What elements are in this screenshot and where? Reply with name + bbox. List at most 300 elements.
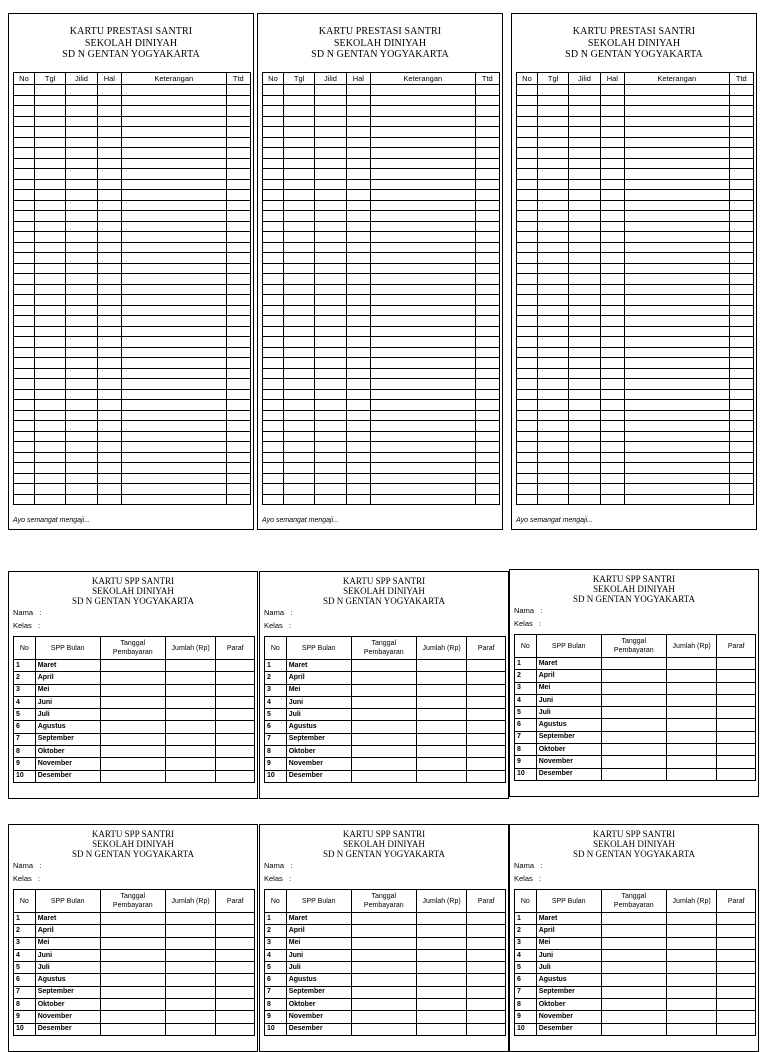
table-cell[interactable] (467, 660, 506, 672)
table-cell[interactable] (346, 148, 370, 159)
table-cell[interactable] (729, 463, 753, 474)
table-cell[interactable] (66, 169, 97, 180)
table-cell[interactable] (600, 326, 624, 337)
table-cell[interactable] (315, 221, 346, 232)
table-cell[interactable] (346, 211, 370, 222)
table-cell[interactable] (717, 658, 756, 670)
table-cell[interactable] (100, 999, 165, 1011)
table-cell[interactable] (416, 925, 467, 937)
table-cell[interactable] (165, 758, 216, 770)
table-cell[interactable] (97, 106, 121, 117)
nama-field[interactable]: Nama : (13, 608, 42, 617)
table-cell[interactable] (371, 295, 476, 306)
table-cell[interactable] (601, 937, 666, 949)
table-cell[interactable] (371, 211, 476, 222)
table-cell[interactable] (100, 684, 165, 696)
table-cell[interactable] (226, 295, 250, 306)
table-cell[interactable] (346, 337, 370, 348)
table-cell[interactable] (226, 368, 250, 379)
table-cell[interactable] (34, 242, 65, 253)
nama-field[interactable]: Nama : (264, 608, 293, 617)
table-cell[interactable] (371, 358, 476, 369)
table-cell[interactable] (517, 169, 538, 180)
table-cell[interactable] (729, 169, 753, 180)
table-cell[interactable] (537, 473, 568, 484)
table-cell[interactable] (517, 421, 538, 432)
table-cell[interactable] (283, 137, 314, 148)
table-cell[interactable] (467, 913, 506, 925)
table-cell[interactable] (625, 494, 730, 505)
table-cell[interactable] (66, 368, 97, 379)
table-cell[interactable] (625, 368, 730, 379)
table-cell[interactable] (34, 389, 65, 400)
table-cell[interactable] (346, 137, 370, 148)
table-cell[interactable] (416, 733, 467, 745)
table-cell[interactable] (666, 731, 717, 743)
table-cell[interactable] (283, 431, 314, 442)
table-cell[interactable] (226, 106, 250, 117)
table-cell[interactable] (34, 211, 65, 222)
table-cell[interactable] (216, 746, 255, 758)
table-cell[interactable] (34, 232, 65, 243)
table-cell[interactable] (263, 452, 284, 463)
table-cell[interactable] (601, 756, 666, 768)
table-cell[interactable] (346, 116, 370, 127)
table-cell[interactable] (216, 937, 255, 949)
nama-field[interactable]: Nama : (264, 861, 293, 870)
table-cell[interactable] (729, 494, 753, 505)
table-cell[interactable] (226, 242, 250, 253)
table-cell[interactable] (315, 452, 346, 463)
table-cell[interactable] (346, 421, 370, 432)
table-cell[interactable] (625, 316, 730, 327)
table-cell[interactable] (346, 400, 370, 411)
table-cell[interactable] (165, 937, 216, 949)
table-cell[interactable] (165, 709, 216, 721)
table-cell[interactable] (666, 768, 717, 780)
table-cell[interactable] (729, 295, 753, 306)
table-cell[interactable] (97, 274, 121, 285)
table-cell[interactable] (601, 658, 666, 670)
table-cell[interactable] (315, 473, 346, 484)
table-cell[interactable] (416, 937, 467, 949)
table-cell[interactable] (283, 358, 314, 369)
table-cell[interactable] (537, 368, 568, 379)
table-cell[interactable] (66, 106, 97, 117)
table-cell[interactable] (263, 400, 284, 411)
table-cell[interactable] (601, 682, 666, 694)
table-cell[interactable] (263, 494, 284, 505)
table-cell[interactable] (346, 158, 370, 169)
table-cell[interactable] (14, 169, 35, 180)
table-cell[interactable] (351, 937, 416, 949)
table-cell[interactable] (717, 937, 756, 949)
table-cell[interactable] (537, 316, 568, 327)
table-cell[interactable] (14, 389, 35, 400)
table-cell[interactable] (600, 316, 624, 327)
table-cell[interactable] (226, 148, 250, 159)
table-cell[interactable] (467, 770, 506, 782)
table-cell[interactable] (315, 263, 346, 274)
table-cell[interactable] (475, 358, 499, 369)
table-cell[interactable] (263, 410, 284, 421)
table-cell[interactable] (34, 494, 65, 505)
table-cell[interactable] (14, 211, 35, 222)
table-cell[interactable] (165, 974, 216, 986)
table-cell[interactable] (346, 253, 370, 264)
table-cell[interactable] (14, 137, 35, 148)
table-cell[interactable] (226, 284, 250, 295)
table-cell[interactable] (122, 95, 227, 106)
table-cell[interactable] (666, 719, 717, 731)
table-cell[interactable] (315, 337, 346, 348)
table-cell[interactable] (97, 127, 121, 138)
table-cell[interactable] (34, 358, 65, 369)
table-cell[interactable] (66, 400, 97, 411)
table-cell[interactable] (371, 127, 476, 138)
table-cell[interactable] (165, 1023, 216, 1035)
table-cell[interactable] (517, 127, 538, 138)
table-cell[interactable] (165, 660, 216, 672)
table-cell[interactable] (717, 925, 756, 937)
table-cell[interactable] (625, 190, 730, 201)
table-cell[interactable] (283, 242, 314, 253)
table-cell[interactable] (351, 962, 416, 974)
table-cell[interactable] (283, 106, 314, 117)
table-cell[interactable] (569, 305, 600, 316)
table-cell[interactable] (729, 326, 753, 337)
table-cell[interactable] (34, 326, 65, 337)
table-cell[interactable] (729, 253, 753, 264)
table-cell[interactable] (66, 95, 97, 106)
table-cell[interactable] (263, 442, 284, 453)
table-cell[interactable] (346, 316, 370, 327)
table-cell[interactable] (14, 274, 35, 285)
table-cell[interactable] (475, 463, 499, 474)
table-cell[interactable] (569, 221, 600, 232)
table-cell[interactable] (66, 200, 97, 211)
table-cell[interactable] (97, 347, 121, 358)
table-cell[interactable] (371, 379, 476, 390)
table-cell[interactable] (122, 305, 227, 316)
table-cell[interactable] (517, 116, 538, 127)
table-cell[interactable] (600, 484, 624, 495)
table-cell[interactable] (34, 221, 65, 232)
table-cell[interactable] (475, 127, 499, 138)
table-cell[interactable] (14, 253, 35, 264)
table-cell[interactable] (467, 1023, 506, 1035)
table-cell[interactable] (600, 253, 624, 264)
table-cell[interactable] (122, 85, 227, 96)
table-cell[interactable] (66, 116, 97, 127)
table-cell[interactable] (729, 337, 753, 348)
table-cell[interactable] (601, 744, 666, 756)
table-cell[interactable] (315, 211, 346, 222)
table-cell[interactable] (34, 379, 65, 390)
table-cell[interactable] (601, 768, 666, 780)
table-cell[interactable] (97, 421, 121, 432)
table-cell[interactable] (14, 431, 35, 442)
table-cell[interactable] (165, 684, 216, 696)
table-cell[interactable] (100, 672, 165, 684)
table-cell[interactable] (34, 305, 65, 316)
table-cell[interactable] (14, 442, 35, 453)
table-cell[interactable] (14, 463, 35, 474)
table-cell[interactable] (97, 158, 121, 169)
table-cell[interactable] (625, 295, 730, 306)
table-cell[interactable] (569, 337, 600, 348)
table-cell[interactable] (283, 116, 314, 127)
nama-field[interactable]: Nama : (514, 861, 543, 870)
table-cell[interactable] (569, 127, 600, 138)
table-cell[interactable] (346, 494, 370, 505)
table-cell[interactable] (729, 106, 753, 117)
table-cell[interactable] (14, 190, 35, 201)
table-cell[interactable] (600, 442, 624, 453)
table-cell[interactable] (717, 1023, 756, 1035)
table-cell[interactable] (666, 949, 717, 961)
table-cell[interactable] (66, 326, 97, 337)
table-cell[interactable] (371, 221, 476, 232)
table-cell[interactable] (283, 410, 314, 421)
table-cell[interactable] (346, 95, 370, 106)
table-cell[interactable] (467, 758, 506, 770)
table-cell[interactable] (475, 169, 499, 180)
table-cell[interactable] (666, 1023, 717, 1035)
table-cell[interactable] (34, 116, 65, 127)
table-cell[interactable] (97, 242, 121, 253)
table-cell[interactable] (315, 400, 346, 411)
table-cell[interactable] (625, 158, 730, 169)
table-cell[interactable] (371, 116, 476, 127)
table-cell[interactable] (729, 442, 753, 453)
table-cell[interactable] (315, 169, 346, 180)
table-cell[interactable] (263, 137, 284, 148)
table-cell[interactable] (600, 158, 624, 169)
table-cell[interactable] (226, 379, 250, 390)
table-cell[interactable] (625, 148, 730, 159)
table-cell[interactable] (315, 242, 346, 253)
table-cell[interactable] (625, 221, 730, 232)
table-cell[interactable] (346, 169, 370, 180)
table-cell[interactable] (122, 452, 227, 463)
table-cell[interactable] (14, 263, 35, 274)
table-cell[interactable] (371, 305, 476, 316)
table-cell[interactable] (346, 347, 370, 358)
table-cell[interactable] (600, 368, 624, 379)
table-cell[interactable] (537, 127, 568, 138)
table-cell[interactable] (371, 316, 476, 327)
table-cell[interactable] (416, 999, 467, 1011)
table-cell[interactable] (625, 389, 730, 400)
table-cell[interactable] (517, 200, 538, 211)
table-cell[interactable] (351, 986, 416, 998)
table-cell[interactable] (601, 913, 666, 925)
table-cell[interactable] (315, 148, 346, 159)
table-cell[interactable] (467, 733, 506, 745)
table-cell[interactable] (283, 253, 314, 264)
table-cell[interactable] (666, 925, 717, 937)
table-cell[interactable] (717, 719, 756, 731)
table-cell[interactable] (601, 974, 666, 986)
table-cell[interactable] (371, 452, 476, 463)
table-cell[interactable] (216, 770, 255, 782)
table-cell[interactable] (666, 694, 717, 706)
table-cell[interactable] (600, 463, 624, 474)
table-cell[interactable] (371, 85, 476, 96)
table-cell[interactable] (97, 221, 121, 232)
table-cell[interactable] (66, 221, 97, 232)
table-cell[interactable] (537, 295, 568, 306)
table-cell[interactable] (66, 284, 97, 295)
table-cell[interactable] (165, 1011, 216, 1023)
table-cell[interactable] (283, 274, 314, 285)
table-cell[interactable] (283, 484, 314, 495)
table-cell[interactable] (165, 925, 216, 937)
table-cell[interactable] (263, 284, 284, 295)
table-cell[interactable] (122, 379, 227, 390)
table-cell[interactable] (14, 305, 35, 316)
table-cell[interactable] (283, 95, 314, 106)
table-cell[interactable] (467, 999, 506, 1011)
table-cell[interactable] (537, 190, 568, 201)
table-cell[interactable] (226, 211, 250, 222)
table-cell[interactable] (97, 463, 121, 474)
table-cell[interactable] (475, 389, 499, 400)
kelas-field[interactable]: Kelas : (13, 874, 41, 883)
table-cell[interactable] (66, 179, 97, 190)
table-cell[interactable] (416, 962, 467, 974)
table-cell[interactable] (226, 263, 250, 274)
table-cell[interactable] (34, 473, 65, 484)
table-cell[interactable] (625, 200, 730, 211)
table-cell[interactable] (600, 211, 624, 222)
table-cell[interactable] (263, 379, 284, 390)
table-cell[interactable] (34, 253, 65, 264)
table-cell[interactable] (537, 305, 568, 316)
table-cell[interactable] (14, 85, 35, 96)
table-cell[interactable] (34, 127, 65, 138)
table-cell[interactable] (467, 746, 506, 758)
table-cell[interactable] (537, 116, 568, 127)
table-cell[interactable] (600, 221, 624, 232)
table-cell[interactable] (34, 106, 65, 117)
table-cell[interactable] (569, 494, 600, 505)
table-cell[interactable] (66, 452, 97, 463)
table-cell[interactable] (97, 305, 121, 316)
table-cell[interactable] (371, 389, 476, 400)
table-cell[interactable] (315, 85, 346, 96)
table-cell[interactable] (226, 179, 250, 190)
table-cell[interactable] (569, 158, 600, 169)
table-cell[interactable] (122, 158, 227, 169)
table-cell[interactable] (537, 95, 568, 106)
table-cell[interactable] (600, 347, 624, 358)
table-cell[interactable] (34, 95, 65, 106)
table-cell[interactable] (122, 337, 227, 348)
table-cell[interactable] (517, 85, 538, 96)
table-cell[interactable] (66, 295, 97, 306)
table-cell[interactable] (315, 347, 346, 358)
table-cell[interactable] (371, 421, 476, 432)
table-cell[interactable] (729, 116, 753, 127)
table-cell[interactable] (100, 986, 165, 998)
table-cell[interactable] (517, 484, 538, 495)
table-cell[interactable] (729, 211, 753, 222)
table-cell[interactable] (283, 232, 314, 243)
table-cell[interactable] (416, 746, 467, 758)
table-cell[interactable] (600, 494, 624, 505)
table-cell[interactable] (263, 179, 284, 190)
table-cell[interactable] (569, 85, 600, 96)
table-cell[interactable] (226, 400, 250, 411)
table-cell[interactable] (569, 242, 600, 253)
table-cell[interactable] (34, 85, 65, 96)
table-cell[interactable] (416, 696, 467, 708)
table-cell[interactable] (100, 962, 165, 974)
table-cell[interactable] (97, 137, 121, 148)
table-cell[interactable] (729, 347, 753, 358)
table-cell[interactable] (569, 200, 600, 211)
table-cell[interactable] (315, 232, 346, 243)
table-cell[interactable] (569, 190, 600, 201)
table-cell[interactable] (263, 316, 284, 327)
table-cell[interactable] (625, 106, 730, 117)
table-cell[interactable] (537, 494, 568, 505)
table-cell[interactable] (346, 389, 370, 400)
table-cell[interactable] (346, 442, 370, 453)
table-cell[interactable] (601, 707, 666, 719)
table-cell[interactable] (625, 263, 730, 274)
table-cell[interactable] (569, 253, 600, 264)
table-cell[interactable] (283, 295, 314, 306)
table-cell[interactable] (569, 274, 600, 285)
table-cell[interactable] (34, 295, 65, 306)
table-cell[interactable] (517, 232, 538, 243)
table-cell[interactable] (122, 400, 227, 411)
table-cell[interactable] (517, 221, 538, 232)
table-cell[interactable] (517, 326, 538, 337)
table-cell[interactable] (263, 242, 284, 253)
table-cell[interactable] (283, 494, 314, 505)
table-cell[interactable] (371, 410, 476, 421)
table-cell[interactable] (475, 116, 499, 127)
table-cell[interactable] (226, 221, 250, 232)
table-cell[interactable] (263, 389, 284, 400)
table-cell[interactable] (100, 758, 165, 770)
table-cell[interactable] (537, 421, 568, 432)
table-cell[interactable] (315, 274, 346, 285)
table-cell[interactable] (351, 1023, 416, 1035)
table-cell[interactable] (122, 148, 227, 159)
table-cell[interactable] (569, 389, 600, 400)
table-cell[interactable] (283, 326, 314, 337)
table-cell[interactable] (729, 410, 753, 421)
table-cell[interactable] (14, 368, 35, 379)
table-cell[interactable] (14, 158, 35, 169)
nama-field[interactable]: Nama : (514, 606, 543, 615)
table-cell[interactable] (122, 431, 227, 442)
table-cell[interactable] (371, 337, 476, 348)
table-cell[interactable] (729, 158, 753, 169)
table-cell[interactable] (569, 169, 600, 180)
table-cell[interactable] (600, 274, 624, 285)
table-cell[interactable] (66, 379, 97, 390)
table-cell[interactable] (371, 326, 476, 337)
table-cell[interactable] (475, 494, 499, 505)
kelas-field[interactable]: Kelas : (514, 874, 542, 883)
table-cell[interactable] (263, 347, 284, 358)
